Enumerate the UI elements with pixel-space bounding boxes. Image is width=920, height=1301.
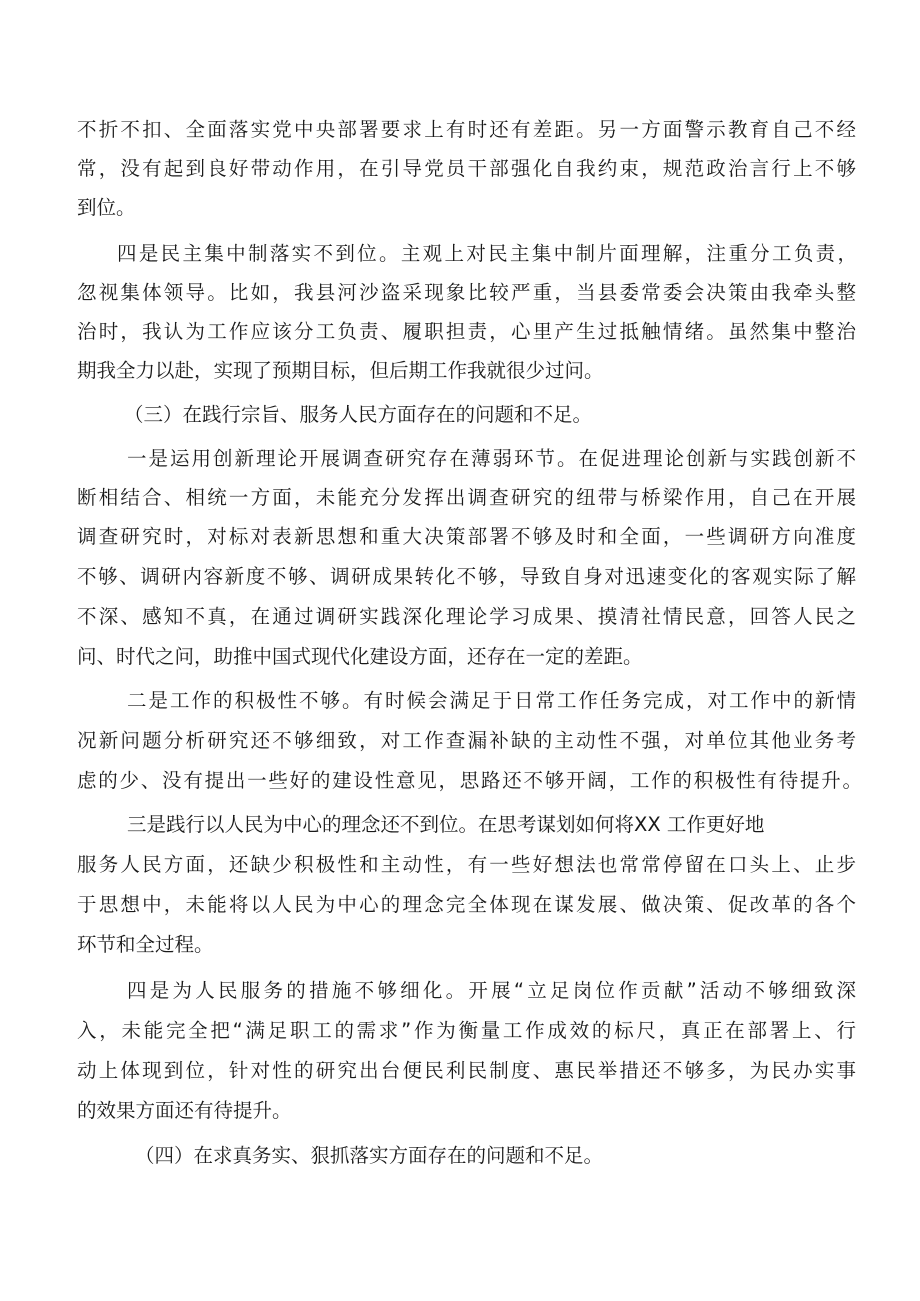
text-line	[0, 517, 920, 557]
text-line	[0, 273, 920, 313]
text-line	[0, 1091, 920, 1131]
line-text: 三是践行以人民为中心的理念还不到位。在思考谋划如何将XX 工作更好地	[127, 813, 765, 836]
line-text: 四是民主集中制落实不到位。主观上对民主集中制片面理解，注重分工负责，	[117, 242, 860, 265]
line-text: 到位。	[77, 196, 136, 219]
text-line	[0, 478, 920, 518]
text-line	[0, 557, 920, 597]
text-line	[0, 805, 920, 845]
line-text: 问、时代之问，助推中国式现代化建设方面，还存在一定的差距。	[77, 645, 643, 668]
line-text: 调查研究时，对标对表新思想和重大决策部署不够及时和全面，一些调研方向准度	[77, 525, 859, 548]
text-line	[0, 681, 920, 721]
text-line	[0, 351, 920, 391]
section-heading	[0, 1136, 920, 1176]
text-line	[0, 312, 920, 352]
line-text: 忽视集体领导。比如，我县河沙盗采现象比较严重，当县委常委会决策由我牵头整	[77, 281, 859, 304]
line-text: 断相结合、相统一方面，未能充分发挥出调查研究的纽带与桥梁作用，自己在开展	[77, 486, 859, 509]
line-text: 虑的少、没有提出一些好的建设性意见，思路还不够开阔，工作的积极性有待提升。	[77, 769, 864, 792]
text-line	[0, 439, 920, 479]
line-text: 于思想中，未能将以人民为中心的理念完全体现在谋发展、做决策、促改革的各个	[77, 893, 859, 916]
text-line	[0, 885, 920, 925]
line-text: 治时，我认为工作应该分工负责、履职担责，心里产生过抵触情绪。虽然集中整治	[77, 320, 859, 343]
line-text: 况新问题分析研究还不够细致，对工作查漏补缺的主动性不强，对单位其他业务考	[77, 729, 859, 752]
text-line	[0, 234, 920, 274]
text-line	[0, 1051, 920, 1091]
line-text: 不够、调研内容新度不够、调研成果转化不够，导致自身对迅速变化的客观实际了解	[77, 565, 858, 588]
text-line	[0, 110, 920, 150]
line-text: 二是工作的积极性不够。有时候会满足于日常工作任务完成，对工作中的新情	[127, 689, 858, 712]
line-text: 常，没有起到良好带动作用，在引导党员干部强化自我约束，规范政治言行上不够	[77, 157, 859, 180]
text-line	[0, 188, 920, 228]
line-text: 一是运用创新理论开展调查研究存在薄弱环节。在促进理论创新与实践创新不	[127, 447, 858, 470]
text-line	[0, 149, 920, 189]
line-text: 的效果方面还有待提升。	[77, 1099, 292, 1122]
text-line	[0, 761, 920, 801]
line-text: 期我全力以赴，实现了预期目标，但后期工作我就很少过问。	[77, 359, 604, 382]
line-text: 四是为人民服务的措施不够细化。开展“立足岗位作贡献”活动不够细致深	[127, 979, 860, 1002]
line-text: 环节和全过程。	[77, 933, 214, 956]
line-text: 动上体现到位，针对性的研究出台便民利民制度、惠民举措还不够多，为民办实事	[77, 1059, 859, 1082]
text-line	[0, 637, 920, 677]
text-line	[0, 925, 920, 965]
section-heading	[0, 395, 920, 435]
line-text: 入，未能完全把“满足职工的需求”作为衡量工作成效的标尺，真正在部署上、行	[77, 1019, 859, 1042]
line-text: 不深、感知不真，在通过调研实践深化理论学习成果、摸清社情民意，回答人民之	[77, 605, 859, 628]
text-line	[0, 597, 920, 637]
line-text: 不折不扣、全面落实党中央部署要求上有时还有差距。另一方面警示教育自己不经	[77, 118, 859, 141]
text-line	[0, 971, 920, 1011]
text-line	[0, 1011, 920, 1051]
heading-text: （四）在求真务实、狠抓落实方面存在的问题和不足。	[135, 1144, 604, 1167]
heading-text: （三）在践行宗旨、服务人民方面存在的问题和不足。	[124, 403, 593, 426]
text-line	[0, 721, 920, 761]
line-text: 服务人民方面，还缺少积极性和主动性，有一些好想法也常常停留在口头上、止步	[77, 853, 859, 876]
text-line	[0, 845, 920, 885]
